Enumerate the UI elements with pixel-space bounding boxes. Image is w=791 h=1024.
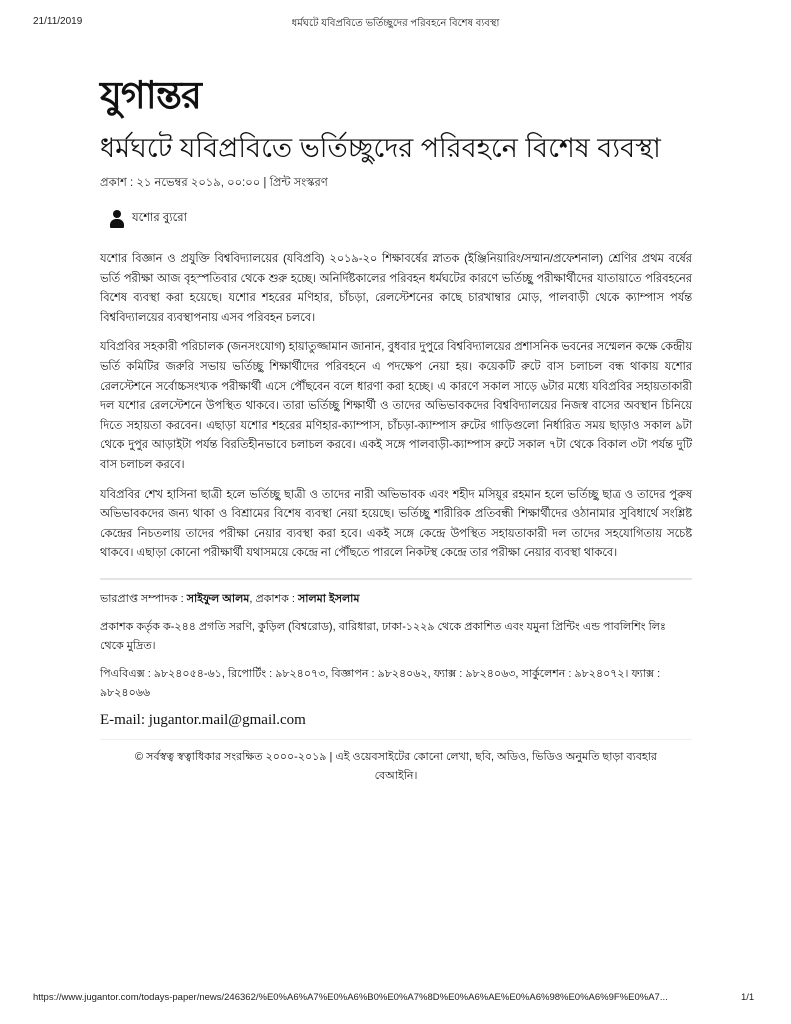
editor-name: সাইফুল আলম (186, 592, 250, 605)
author-name: যশোর ব্যুরো (132, 212, 187, 224)
editor-publisher-line (100, 590, 692, 609)
author-byline (110, 209, 692, 228)
divider (100, 578, 692, 580)
contact-email[interactable]: E-mail: jugantor.mail@gmail.com (100, 711, 306, 728)
publisher-name: সালমা ইসলাম (297, 592, 360, 605)
page-number: 1/1 (741, 992, 755, 1003)
person-icon (110, 210, 124, 228)
article-headline: ধর্মঘটে যবিপ্রবিতে ভর্তিচ্ছুদের পরিবহনে বিশেষ ব্যবস্থা (100, 133, 661, 163)
article-paragraph: যবিপ্রবির সহকারী পরিচালক (জনসংযোগ) হায়াতুজ্জামান জানান, বুধবার দুপুরে বিশ্ববিদ্যালয়ের প্রশাসনিক ভবনের সম্মেলন কক্ষে কেন্দ্রীয় ভর্তি কমিটির জরুরি সভায় ভর্তিচ্ছু শিক্ষার্থীদের পরিবহনে এ পদক্ষেপ নেয়া হয়। কয়েকটি রুটে বাস চলাচল বন্ধ থাকায় যশোর রেলস্টেশনে সর্বোচ্চসংখ্যক পরীক্ষার্থী এসে পৌঁছবেন বলে ধারণা করা হচ্ছে। এ কারণে সকাল সাড়ে ৬টার মধ্যে যবিপ্রবির সহায়তাকারী দল যশোর রেলস্টেশনে উপস্থিত থাকবে। তারা ভর্তিচ্ছু শিক্ষার্থী ও তাদের অভিভাবকদের বিশ্ববিদ্যালয়ের নিজস্ব বাসের অবস্থান চিনিয়ে দিতে সহায়তা করবেন। এছাড়া যশোর শহরের মণিহার-ক্যাম্পাস, চাঁচড়া-ক্যাম্পাস রুটের গাড়িগুলো নির্ধারিত সময় ছাড়াও সকাল ৯টা থেকে দুপুর আড়াইটা পর্যন্ত বিরতিহীনভাবে চলাচল করবে। একই সঙ্গে পালবাড়ী-ক্যাম্পাস রুটে সকাল ৭টা থেকে বিকাল ৩টা পর্যন্ত দুটি বাস চলাচল করবে। (100, 341, 692, 471)
article-paragraph: যশোর বিজ্ঞান ও প্রযুক্তি বিশ্ববিদ্যালয়ের (যবিপ্রবি) ২০১৯-২০ শিক্ষাবর্ষের স্নাতক (ইঞ্জিনিয়ারিং/সম্মান/প্রফেশনাল) শ্রেণির প্রথম বর্ষের ভর্তি পরীক্ষা আজ বৃহস্পতিবার থেকে শুরু হচ্ছে। অনির্দিষ্টকালের পরিবহন ধর্মঘটের কারণে ভর্তিচ্ছু পরীক্ষার্থীদের যাতায়াতে পরিবহনের বিশেষ ব্যবস্থা করা হয়েছে। যশোর শহরের মণিহার, চাঁচড়া, রেলস্টেশনের কাছে চারখাম্বার মোড়, পালবাড়ী থেকে ক্যাম্পাস পর্যন্ত বিশ্ববিদ্যালয়ের ব্যবস্থাপনায় এসব পরিবহন চলবে। (100, 253, 692, 324)
article-paragraph: যবিপ্রবির শেখ হাসিনা ছাত্রী হলে ভর্তিচ্ছু ছাত্রী ও তাদের নারী অভিভাবক এবং শহীদ মসিয়ূর রহমান হলে ভর্তিচ্ছু ছাত্র ও তাদের পুরুষ অভিভাবকদের জন্য থাকা ও বিশ্রামের বিশেষ ব্যবস্থা নেয়া হয়েছে। ভর্তিচ্ছু শারীরিক প্রতিবন্ধী শিক্ষার্থীদের ওঠানামার সুবিধার্থে সংশ্লিষ্ট কেন্দ্রের নিচতলায় তাদের পরীক্ষা নেয়ার ব্যবস্থা করা হবে। একই সঙ্গে কেন্দ্রে উপস্থিত সহায়তাকারী দল তাদের সহযোগিতায় সচেষ্ট থাকবে। এছাড়া কোনো পরীক্ষার্থী যথাসময়ে কেন্দ্রে না পৌঁছতে পারলে নিকটস্থ কেন্দ্রে তার পরীক্ষা নেয়ার ব্যবস্থা থাকবে। (100, 488, 692, 560)
editor-label: ভারপ্রাপ্ত সম্পাদক : (100, 592, 187, 605)
contact-phones: পিএবিএক্স : ৯৮২৪০৫৪-৬১, রিপোর্টিং : ৯৮২৪০৭৩, বিজ্ঞাপন : ৯৮২৪০৬২, ফ্যাক্স : ৯৮২৪০৬৩, সার্কুলেশন : ৯৮২৪০৭২। ফ্যাক্স : ৯৮২৪০৬৬ (100, 667, 661, 699)
print-url: https://www.jugantor.com/todays-paper/news/246362/%E0%A6%A7%E0%A6%B0%E0%A7%8D%E0%A6%AE%E0%A6%98%E0%A6%9F%E0%A7... (33, 992, 668, 1003)
article-page (100, 72, 692, 786)
jugantor-logo[interactable]: যুগান্তর (100, 72, 201, 117)
copyright-notice: © সর্বস্বত্ব স্বত্বাধিকার সংরক্ষিত ২০০০-২০১৯ | এই ওয়েবসাইটের কোনো লেখা, ছবি, অডিও, ভিডিও অনুমতি ছাড়া ব্যবহার বেআইনি। (135, 750, 657, 782)
publish-info: প্রকাশ : ২১ নভেম্বর ২০১৯, ০০:০০ | প্রিন্ট সংস্করণ (100, 177, 328, 189)
print-page-title: ধর্মঘটে যবিপ্রবিতে ভর্তিচ্ছুদের পরিবহনে বিশেষ ব্যবস্থা (291, 18, 500, 29)
publisher-label: , প্রকাশক : (249, 592, 298, 605)
publisher-address: প্রকাশক কর্তৃক ক-২৪৪ প্রগতি সরণি, কুড়িল (বিশ্বরোড), বারিধারা, ঢাকা-১২২৯ থেকে প্রকাশিত এবং যমুনা প্রিন্টিং এন্ড পাবলিশিং লিঃ থেকে মুদ্রিত। (100, 620, 666, 652)
divider (100, 739, 692, 740)
print-date: 21/11/2019 (33, 16, 83, 27)
